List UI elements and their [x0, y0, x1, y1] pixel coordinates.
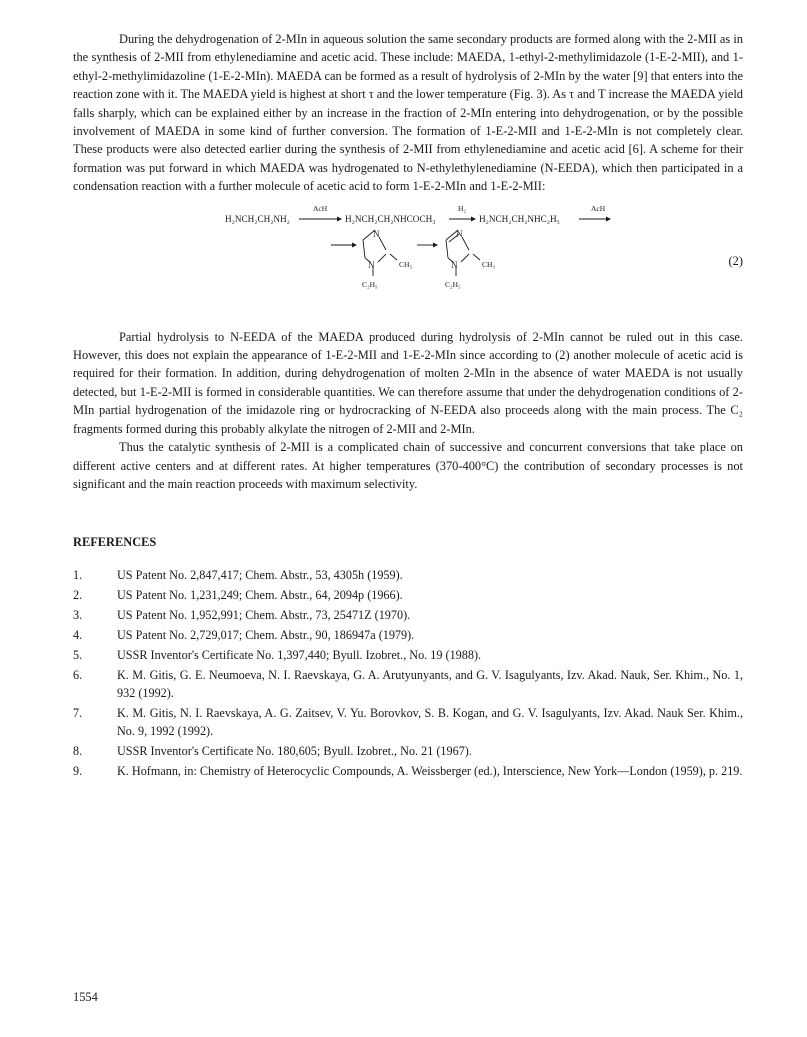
reagent-label-2: H₂: [458, 205, 467, 213]
reference-number: 5.: [73, 648, 83, 663]
ring-1-ethyl: C₂H₅: [362, 279, 378, 289]
reference-number: 2.: [73, 588, 83, 603]
references-list: [73, 566, 743, 780]
compound-maeda: H₂NCH₂CH₂NHCOCH₃: [345, 213, 436, 224]
reference-text: USSR Inventor's Certificate No. 1,397,440; Byull. Izobret., No. 19 (1988).: [117, 648, 482, 663]
reference-number: 7.: [73, 706, 83, 721]
reference-number: 4.: [73, 628, 83, 643]
reaction-scheme: [73, 206, 743, 314]
reference-number: 3.: [73, 608, 83, 623]
reference-text: US Patent No. 2,729,017; Chem. Abstr., 90, 186947a (1979).: [117, 628, 415, 643]
reaction-scheme-svg: [73, 206, 743, 314]
ring-1-nitrogen-bottom: N: [368, 259, 375, 270]
equation-number: (2): [728, 253, 743, 268]
reference-item: [73, 704, 743, 740]
reference-text: K. Hofmann, in: Chemistry of Heterocyclic Compounds, A. Weissberger (ed.), Interscience, New York—London (1959), p. 219.: [117, 764, 743, 779]
reference-item: [73, 742, 743, 760]
reference-item: [73, 606, 743, 624]
ring-2-ethyl: C₂H₅: [445, 279, 461, 289]
reference-item: [73, 566, 743, 584]
arrow-3: [579, 216, 611, 221]
reagent-label-1: AcH: [313, 205, 328, 213]
paragraph-3: Thus the catalytic synthesis of 2-MII is a complicated chain of successive and concurrent conversions that take place on different active centers and at different rates. At higher temperatures (370-400°C) the contribution of secondary processes is not significant and the main reaction proceeds with maximum selectivity.: [73, 440, 743, 491]
arrow-4: [331, 242, 357, 247]
reference-number: 8.: [73, 744, 83, 759]
reference-text: USSR Inventor's Certificate No. 180,605; Byull. Izobret., No. 21 (1967).: [117, 744, 472, 759]
compound-n-eeda: H₂NCH₂CH₂NHC₂H₅: [479, 213, 560, 224]
paragraph-2: Partial hydrolysis to N-EEDA of the MAEDA produced during hydrolysis of 2-MIn cannot be ruled out in this case. However, this does not explain the appearance of 1-E-2-MII and 1-E-2-MIn since according to (2) another molecule of acetic acid is required for their formation. In addition, during dehydrogenation of molten 2-MIn in the absence of water MAEDA is not usually detected, but 1-E-2-MII is formed in considerable quantities. We can therefore assume that under the dehydrogenation conditions of 2-MIn partial hydrogenation of the imidazole ring or hydrocracking of N-EEDA also proceeds along with the main process. The C₂ fragments formed during this probably alkylate the nitrogen of 2-MII and 2-MIn.: [73, 329, 743, 436]
reference-item: [73, 646, 743, 664]
reference-text: US Patent No. 1,952,991; Chem. Abstr., 73, 25471Z (1970).: [117, 608, 411, 623]
reference-number: 9.: [73, 764, 83, 779]
paragraph-1: During the dehydrogenation of 2-MIn in aqueous solution the same secondary products are formed along with the 2-MII as in the synthesis of 2-MII from ethylenediamine and acetic acid. These include: MAEDA, 1-ethyl-2-methylimidazole (1-E-2-MII), and 1-ethyl-2-methylimidazoline (1-E-2-MIn). MAEDA can be formed as a result of hydrolysis of 2-MIn by the water [9] that enters into the reaction zone with it. The MAEDA yield is highest at short τ and the lower temperature (Fig. 3). As τ and T increase the MAEDA yield falls sharply, which can be explained either by an increase in the fraction of 2-MIn entering into dehydrogenation, or by the possible involvement of MAEDA in some kind of further conversion. The formation of 1-E-2-MII and 1-E-2-MIn is not completely clear. These products were also detected earlier during the synthesis of 2-MII from ethylenediamine and acetic acid [6]. A scheme for their formation was put forward in which MAEDA was hydrogenated to N-ethylethylenediamine (N-EEDA), which then participated in a condensation reaction with a further molecule of acetic acid to form 1-E-2-MIn and 1-E-2-MII:: [73, 32, 743, 194]
reference-text: US Patent No. 2,847,417; Chem. Abstr., 53, 4305h (1959).: [117, 568, 403, 583]
reagent-label-3: AcH: [591, 205, 606, 213]
reference-number: 6.: [73, 668, 83, 683]
ring-2-nitrogen-bottom: N: [451, 259, 458, 270]
reference-text: US Patent No. 1,231,249; Chem. Abstr., 64, 2094p (1966).: [117, 588, 403, 603]
page-number: 1554: [73, 990, 98, 1004]
ring-1-methyl: CH₃: [399, 259, 413, 269]
reference-item: [73, 586, 743, 604]
references-heading: REFERENCES: [73, 535, 157, 550]
ring-2-methyl: CH₃: [482, 259, 496, 269]
arrow-1: [299, 216, 342, 221]
reference-text: K. M. Gitis, G. E. Neumoeva, N. I. Raevskaya, G. A. Arutyunyants, and G. V. Isagulyants, Izv. Akad. Nauk, Ser. Khim., No. 1, 932 (1992).: [117, 668, 743, 701]
reference-text: K. M. Gitis, N. I. Raevskaya, A. G. Zaitsev, V. Yu. Borovkov, S. B. Kogan, and G. V. Isagulyants, Izv. Akad. Nauk Ser. Khim., No. 9, 1992 (1992).: [117, 706, 743, 739]
ring-2-nitrogen-top: N: [456, 228, 463, 239]
arrow-2: [449, 216, 476, 221]
reference-item: [73, 666, 743, 702]
page-body: [73, 30, 743, 782]
compound-ethylenediamine: H₂NCH₂CH₂NH₂: [225, 213, 290, 224]
reference-item: [73, 626, 743, 644]
reference-number: 1.: [73, 568, 83, 583]
ring-1-nitrogen-top: N: [373, 228, 380, 239]
reference-item: [73, 762, 743, 780]
arrow-5: [417, 242, 438, 247]
